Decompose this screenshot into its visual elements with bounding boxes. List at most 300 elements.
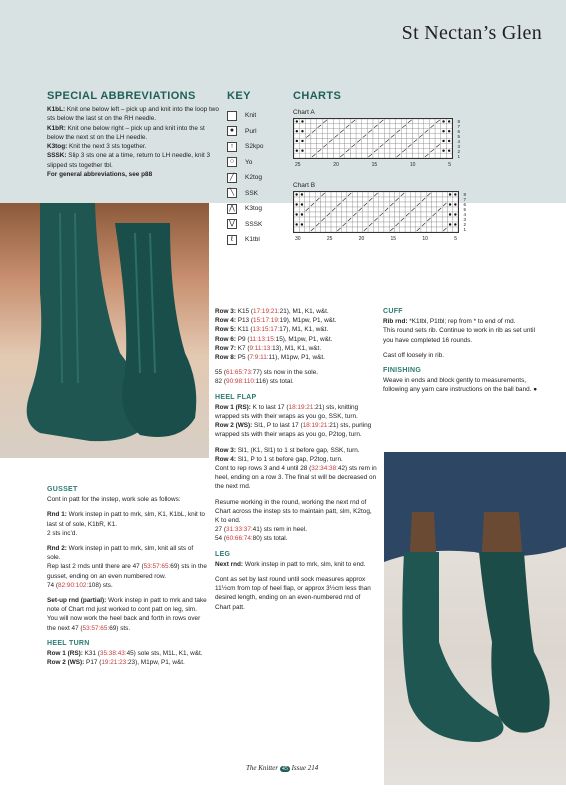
chart-cell: [390, 148, 396, 153]
chart-cell: [384, 124, 390, 129]
chart-cell: [407, 134, 413, 139]
chart-cell: [413, 124, 419, 129]
chart-cell: [442, 192, 447, 197]
axis-tick: 10: [422, 236, 428, 242]
chart-cell: [315, 212, 320, 217]
row-number: 7: [463, 197, 466, 202]
chart-cell: [390, 153, 396, 158]
key-item: ⋁ SSSK: [227, 217, 287, 233]
chart-cell: [363, 192, 368, 197]
chart-cell: [446, 143, 452, 148]
page-footer: The Knitter 45 Issue 214: [246, 764, 319, 772]
chart-cell: [352, 192, 357, 197]
chart-cell: [294, 143, 300, 148]
chart-cell: [442, 217, 447, 222]
chart-cell: [418, 153, 424, 158]
purl-mark: [296, 140, 298, 142]
chart-cell: [396, 139, 402, 144]
row-number: 2: [463, 222, 466, 227]
chart-cell: [328, 124, 334, 129]
chart-cell: [390, 119, 396, 124]
chart-cell: [390, 143, 396, 148]
chart-cell: [416, 197, 421, 202]
chart-cell: [384, 119, 390, 124]
chart-cell: [442, 197, 447, 202]
chart-cell: [384, 212, 389, 217]
paragraph: Row 5: K11 (13:15:17:17), M1, K1, w&t.: [215, 326, 329, 334]
chart-cell: [416, 217, 421, 222]
purl-mark: [454, 193, 456, 195]
chart-cell: [362, 119, 368, 124]
chart-cell: [367, 143, 373, 148]
chart-cell: [437, 202, 442, 207]
paragraph: Row 2 (WS): Sl1, P to last 17 (18:19:21:21) sts, purling wrapped sts with their wraps as you go, P2tog, turn.: [215, 422, 372, 439]
sssk-icon: ⋁: [227, 219, 237, 229]
chart-cell: [421, 207, 426, 212]
chart-cell: [429, 134, 435, 139]
chart-cell: [441, 134, 447, 139]
chart-cell: [395, 217, 400, 222]
chart-cell: [294, 207, 299, 212]
chart-cell: [350, 134, 356, 139]
chart-cell: [367, 139, 373, 144]
chart-cell: [389, 222, 394, 227]
k1tbl-icon: ℓ: [227, 235, 237, 245]
chart-cell: [317, 153, 323, 158]
chart-cell: [356, 124, 362, 129]
charts-heading: CHARTS: [293, 90, 342, 102]
chart-cell: [416, 192, 421, 197]
chart-cell: [453, 207, 458, 212]
chart-cell: [432, 202, 437, 207]
chart-cell: [401, 139, 407, 144]
purl-mark: [301, 223, 303, 225]
chart-cell: [405, 217, 410, 222]
chart-cell: [390, 139, 396, 144]
chart-cell: [357, 202, 362, 207]
chart-cell: [429, 143, 435, 148]
chart-cell: [347, 207, 352, 212]
chart-cell: [356, 143, 362, 148]
chart-cell: [413, 153, 419, 158]
chart-cell: [426, 202, 431, 207]
chart-cell: [437, 192, 442, 197]
purl-mark: [295, 213, 297, 215]
purl-mark: [296, 130, 298, 132]
chart-cell: [326, 202, 331, 207]
paragraph: Next rnd: Work instep in patt to mrk, slm, knit to end.: [215, 560, 366, 568]
sock-photo-top: [0, 203, 209, 458]
chart-cell: [418, 119, 424, 124]
chart-cell: [310, 222, 315, 227]
chart-cell: [396, 143, 402, 148]
chart-cell: [305, 148, 311, 153]
chart-cell: [421, 212, 426, 217]
chart-cell: [426, 212, 431, 217]
paragraph: Rnd 1: Work instep in patt to mrk, slm, K1, K1bL, knit to last st of sole, K1bR, K1.: [47, 511, 205, 528]
chart-cell: [413, 129, 419, 134]
chart-cell: [317, 119, 323, 124]
row-number: 5: [463, 207, 466, 212]
purl-mark: [295, 223, 297, 225]
chart-cell: [401, 143, 407, 148]
chart-cell: [426, 222, 431, 227]
chart-cell: [317, 129, 323, 134]
chart-cell: [334, 124, 340, 129]
paragraph: 74 (82:90:102:108) sts.: [47, 581, 113, 589]
chart-cell: [300, 124, 306, 129]
key-item: ℓ K1tbl: [227, 232, 287, 248]
chart-cell: [339, 124, 345, 129]
chart-cell: [441, 143, 447, 148]
chart-cell: [347, 197, 352, 202]
chart-cell: [429, 119, 435, 124]
chart-cell: [367, 134, 373, 139]
chart-cell: [418, 129, 424, 134]
chart-cell: [294, 134, 300, 139]
chart-cell: [326, 207, 331, 212]
purl-mark: [442, 130, 444, 132]
chart-cell: [367, 148, 373, 153]
purl-mark: [454, 213, 456, 215]
chart-cell: [379, 207, 384, 212]
chart-cell: [401, 119, 407, 124]
key-item: ╱ K2tog: [227, 170, 287, 186]
chart-cell: [305, 139, 311, 144]
chart-cell: [437, 212, 442, 217]
paragraph: Row 3: K15 (17:19:21:21), M1, K1, w&t.: [215, 308, 329, 315]
chart-a-symbols: [294, 119, 452, 158]
chart-cell: [447, 207, 452, 212]
row-number: 3: [457, 144, 460, 149]
chart-cell: [395, 207, 400, 212]
chart-cell: [334, 148, 340, 153]
key-heading: KEY: [227, 90, 251, 102]
paragraph: Weave in ends and block gently to measurements, following any yarn care instructions on the ball band. ●: [383, 377, 538, 394]
paragraph: Row 7: K7 (9:11:13:13), M1, K1, w&t.: [215, 344, 322, 352]
paragraph: Row 3: Sl1, (K1, Sl1) to 1 st before gap, SSK, turn.: [215, 446, 360, 454]
chart-cell: [368, 192, 373, 197]
chart-cell: [407, 153, 413, 158]
chart-cell: [395, 227, 400, 232]
chart-cell: [305, 212, 310, 217]
chart-cell: [311, 119, 317, 124]
chart-cell: [311, 139, 317, 144]
chart-cell: [300, 153, 306, 158]
chart-cell: [432, 217, 437, 222]
chart-cell: [315, 192, 320, 197]
row-number: 3: [463, 217, 466, 222]
chart-b-axis: [293, 236, 459, 242]
chart-cell: [342, 207, 347, 212]
chart-cell: [300, 134, 306, 139]
chart-cell: [336, 222, 341, 227]
chart-cell: [390, 129, 396, 134]
chart-cell: [299, 207, 304, 212]
chart-cell: [379, 227, 384, 232]
chart-cell: [421, 202, 426, 207]
chart-cell: [373, 129, 379, 134]
chart-cell: [311, 148, 317, 153]
paragraph: You will now work the heel back and forth in rows over the next 47 (53:57:65:69) sts.: [47, 615, 201, 632]
paragraph: Row 4: Sl1, P to 1 st before gap, P2tog, turn.: [215, 455, 343, 463]
chart-cell: [320, 227, 325, 232]
chart-cell: [342, 212, 347, 217]
paragraph: Cast off loosely in rib.: [383, 351, 444, 359]
chart-cell: [410, 192, 415, 197]
chart-cell: [334, 143, 340, 148]
chart-cell: [379, 139, 385, 144]
chart-cell: [294, 227, 299, 232]
chart-cell: [405, 192, 410, 197]
chart-cell: [299, 227, 304, 232]
chart-cell: [395, 202, 400, 207]
purl-mark: [301, 140, 303, 142]
chart-a-grid: [293, 118, 460, 159]
chart-cell: [442, 222, 447, 227]
chart-cell: [317, 139, 323, 144]
chart-cell: [379, 129, 385, 134]
chart-b-grid: [293, 191, 466, 233]
chart-cell: [320, 202, 325, 207]
chart-cell: [345, 134, 351, 139]
chart-cell: [363, 222, 368, 227]
charts-section: [293, 90, 466, 242]
chart-cell: [362, 148, 368, 153]
chart-cell: [362, 129, 368, 134]
row-number: 5: [457, 134, 460, 139]
chart-cell: [418, 139, 424, 144]
chart-cell: [311, 134, 317, 139]
purl-mark: [301, 149, 303, 151]
chart-cell: [322, 134, 328, 139]
paragraph: Cont to rep rows 3 and 4 until 28 (32:34:38:42) sts rem in heel, ending on a row 3. The final st will be decreased on the next rnd.: [215, 465, 377, 491]
finishing-heading: FINISHING: [383, 367, 422, 375]
axis-tick: 5: [454, 236, 457, 242]
paragraph: 82 (90:98:110:116) sts total.: [215, 378, 294, 386]
purl-mark: [295, 203, 297, 205]
chart-cell: [379, 134, 385, 139]
chart-cell: [350, 153, 356, 158]
gusset-heading: GUSSET: [47, 486, 78, 493]
chart-cell: [384, 222, 389, 227]
chart-cell: [407, 124, 413, 129]
chart-cell: [305, 197, 310, 202]
chart-cell: [357, 227, 362, 232]
chart-cell: [379, 197, 384, 202]
chart-cell: [345, 119, 351, 124]
purl-icon: ●: [227, 126, 237, 136]
chart-cell: [367, 124, 373, 129]
leg-heading: LEG: [215, 550, 231, 558]
paragraph: Row 2 (WS): P17 (19:21:23:23), M1pw, P1, w&t.: [47, 659, 185, 667]
chart-cell: [442, 207, 447, 212]
chart-cell: [435, 129, 441, 134]
chart-cell: [384, 192, 389, 197]
chart-cell: [320, 222, 325, 227]
chart-cell: [395, 212, 400, 217]
chart-cell: [437, 222, 442, 227]
purl-mark: [296, 120, 298, 122]
chart-cell: [336, 197, 341, 202]
paragraph: 54 (60:66:74:80) sts total.: [215, 535, 288, 543]
axis-tick: 20: [333, 162, 339, 168]
chart-cell: [437, 197, 442, 202]
chart-cell: [400, 227, 405, 232]
chart-cell: [328, 153, 334, 158]
watermark: PassionForum.ru: [499, 787, 560, 796]
abbr-item: K1bR: Knit one below right – pick up and knit into the st below the next st on the LH needle.: [47, 124, 205, 141]
chart-cell: [357, 192, 362, 197]
chart-cell: [424, 148, 430, 153]
chart-cell: [379, 202, 384, 207]
chart-cell: [299, 217, 304, 222]
row-number: 1: [463, 227, 466, 232]
chart-cell: [453, 227, 458, 232]
chart-cell: [407, 139, 413, 144]
chart-cell: [416, 222, 421, 227]
chart-cell: [446, 153, 452, 158]
chart-cell: [342, 202, 347, 207]
chart-cell: [405, 227, 410, 232]
chart-cell: [432, 192, 437, 197]
chart-a-axis: [293, 162, 453, 168]
chart-cell: [334, 119, 340, 124]
chart-cell: [350, 139, 356, 144]
chart-cell: [356, 148, 362, 153]
chart-cell: [400, 202, 405, 207]
chart-cell: [339, 134, 345, 139]
chart-cell: [441, 153, 447, 158]
chart-cell: [326, 222, 331, 227]
chart-cell: [300, 143, 306, 148]
chart-cell: [352, 222, 357, 227]
paragraph: Rib rnd: *K1tbl, P1tbl; rep from * to end of rnd.: [383, 318, 516, 326]
chart-cell: [362, 124, 368, 129]
chart-cell: [367, 119, 373, 124]
chart-cell: [432, 207, 437, 212]
key-item: ⋀ K3tog: [227, 201, 287, 217]
chart-cell: [373, 202, 378, 207]
chart-cell: [326, 192, 331, 197]
chart-cell: [305, 227, 310, 232]
chart-cell: [421, 227, 426, 232]
purl-mark: [442, 140, 444, 142]
chart-cell: [294, 153, 300, 158]
axis-tick: 25: [295, 162, 301, 168]
purl-mark: [454, 203, 456, 205]
purl-mark: [449, 203, 451, 205]
chart-cell: [437, 227, 442, 232]
chart-cell: [345, 139, 351, 144]
chart-cell: [400, 222, 405, 227]
column-2: [215, 307, 377, 618]
chart-cell: [331, 227, 336, 232]
chart-cell: [294, 124, 300, 129]
abbr-general: For general abbreviations, see p88: [47, 171, 153, 179]
chart-cell: [345, 143, 351, 148]
chart-cell: [368, 217, 373, 222]
chart-cell: [322, 129, 328, 134]
chart-cell: [418, 148, 424, 153]
abbr-item: K1bL: Knit one below left – pick up and knit into the loop two sts below the last st on the RH needle.: [47, 106, 219, 123]
chart-cell: [389, 192, 394, 197]
chart-cell: [339, 139, 345, 144]
chart-cell: [320, 207, 325, 212]
purl-mark: [295, 193, 297, 195]
chart-cell: [432, 227, 437, 232]
chart-cell: [405, 207, 410, 212]
chart-cell: [407, 148, 413, 153]
chart-cell: [339, 143, 345, 148]
paragraph: Resume working in the round, working the next rnd of Chart across the instep sts to maintain patt, slm, K2tog, K to end.: [215, 498, 372, 525]
chart-cell: [432, 197, 437, 202]
key-item: ╲ SSK: [227, 186, 287, 202]
chart-cell: [322, 148, 328, 153]
chart-cell: [294, 217, 299, 222]
chart-cell: [356, 134, 362, 139]
chart-cell: [435, 153, 441, 158]
chart-cell: [413, 134, 419, 139]
row-number: 4: [463, 212, 466, 217]
chart-cell: [446, 124, 452, 129]
chart-cell: [373, 139, 379, 144]
page-number: 45: [281, 766, 288, 772]
chart-cell: [418, 124, 424, 129]
chart-cell: [424, 119, 430, 124]
chart-cell: [395, 192, 400, 197]
chart-cell: [435, 148, 441, 153]
key-item: Knit: [227, 108, 287, 124]
chart-cell: [305, 222, 310, 227]
chart-cell: [435, 139, 441, 144]
chart-cell: [373, 227, 378, 232]
purl-mark: [449, 193, 451, 195]
column-3: [383, 307, 543, 401]
paragraph: 27 (31:33:37:41) sts rem in heel.: [215, 526, 308, 534]
chart-cell: [331, 217, 336, 222]
chart-cell: [384, 143, 390, 148]
chart-cell: [347, 202, 352, 207]
chart-cell: [328, 129, 334, 134]
axis-tick: 30: [295, 236, 301, 242]
chart-cell: [379, 192, 384, 197]
chart-a-label: Chart A: [293, 109, 315, 116]
axis-tick: 15: [371, 162, 378, 168]
chart-cell: [435, 134, 441, 139]
chart-cell: [421, 192, 426, 197]
chart-cell: [424, 139, 430, 144]
chart-cell: [429, 139, 435, 144]
chart-b-label: Chart B: [293, 182, 316, 189]
chart-cell: [345, 153, 351, 158]
key-item: ○ Yo: [227, 155, 287, 171]
chart-cell: [410, 212, 415, 217]
chart-cell: [379, 124, 385, 129]
heel-turn-heading: HEEL TURN: [47, 639, 90, 647]
chart-b-symbols: [294, 192, 458, 232]
chart-cell: [345, 129, 351, 134]
chart-cell: [373, 207, 378, 212]
chart-cell: [453, 197, 458, 202]
chart-cell: [336, 212, 341, 217]
chart-cell: [328, 148, 334, 153]
chart-cell: [373, 153, 379, 158]
chart-cell: [352, 207, 357, 212]
chart-cell: [389, 217, 394, 222]
chart-cell: [413, 148, 419, 153]
column-1: [47, 485, 207, 667]
